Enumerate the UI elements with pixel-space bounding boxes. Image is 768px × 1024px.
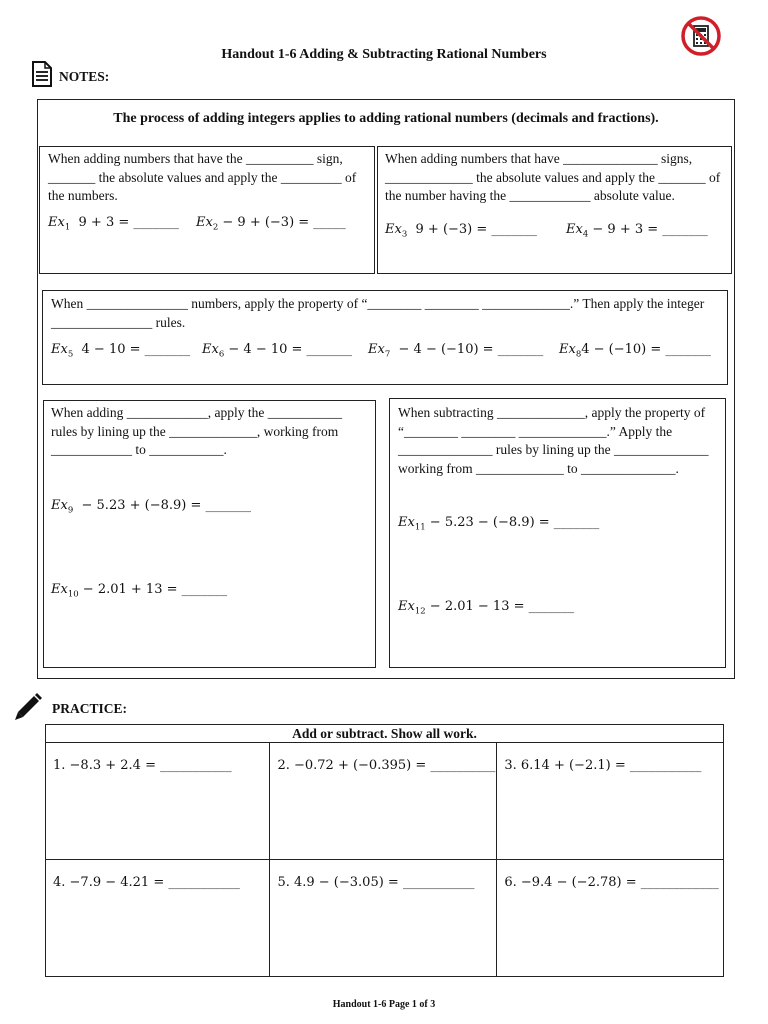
page-footer: Handout 1-6 Page 1 of 3 — [332, 999, 436, 1010]
problem-5: 5. 4.9 − (−3.05) = ___________ — [277, 875, 475, 890]
document-icon — [31, 60, 53, 88]
example-7: $Ex_7 - 4 - (-10)$ = _______ — [368, 342, 544, 360]
example-10: $Ex_{10} - 2.01 + 13$ = _______ — [51, 582, 228, 600]
decimal-add-text: When adding ____________, apply the ___________ rules by lining up the _____________, working from ____________ to ___________. — [51, 405, 342, 457]
problem-3: 3. 6.14 + (−2.1) = ___________ — [504, 758, 702, 773]
notes-label: NOTES: — [59, 69, 110, 84]
problem-cell — [497, 860, 724, 977]
subtraction-text: When _______________ numbers, apply the property of “________ ________ _____________.” Then apply the integer _______________ rules. — [51, 296, 705, 330]
problem-cell — [46, 860, 270, 977]
example-12: $Ex_{12} - 2.01 - 13$ = _______ — [398, 599, 575, 617]
example-2: $Ex_2 - 9 + (-3)$ = _____ — [196, 215, 346, 233]
notes-banner: The process of adding integers applies to adding rational numbers (decimals and fractions). — [113, 111, 659, 126]
practice-table — [45, 724, 724, 977]
example-5: $Ex_5$ 4 − 10 = _______ — [51, 342, 191, 360]
different-sign-text: When adding numbers that have ______________ signs, _____________ the absolute values and apply the _______ of the number having the ____________ absolute value. — [385, 151, 721, 203]
page-title: Handout 1-6 Adding & Subtracting Rational Numbers — [221, 47, 547, 62]
example-3: $Ex_3$ 9 + (−3) = _______ — [385, 222, 537, 240]
example-4: $Ex_4 - 9 + 3$ = _______ — [566, 222, 708, 240]
problem-cell — [497, 743, 724, 860]
problem-cell — [46, 743, 270, 860]
decimal-subtract-text: When subtracting _____________, apply the property of “________ ________ _____________.” Apply the ______________ rules by lining up the ______________ working from _____________ to ______________. — [398, 405, 709, 476]
problem-1: 1. −8.3 + 2.4 = ___________ — [53, 758, 232, 773]
pencil-icon — [12, 690, 44, 722]
example-9: $Ex_9 - 5.23 + (-8.9)$ = _______ — [51, 498, 252, 516]
no-calculator-icon — [680, 15, 722, 57]
problem-4: 4. −7.9 − 4.21 = ___________ — [53, 875, 240, 890]
example-6: $Ex_6 - 4 - 10$ = _______ — [202, 342, 353, 360]
example-1: $Ex_1$ 9 + 3 = _______ — [48, 215, 179, 233]
problem-6: 6. −9.4 − (−2.78) = ____________ — [504, 875, 719, 890]
example-11: $Ex_{11} - 5.23 - (-8.9)$ = _______ — [398, 515, 600, 533]
same-sign-text: When adding numbers that have the __________ sign, _______ the absolute values and apply the _________ of the numbers. — [48, 151, 357, 203]
example-8: $Ex_84 - (-10)$ = _______ — [559, 342, 711, 360]
problem-cell — [270, 860, 497, 977]
problem-2: 2. −0.72 + (−0.395) = __________ — [277, 758, 496, 773]
practice-header: Add or subtract. Show all work. — [46, 725, 724, 743]
practice-label: PRACTICE: — [52, 701, 128, 716]
problem-cell — [270, 743, 497, 860]
